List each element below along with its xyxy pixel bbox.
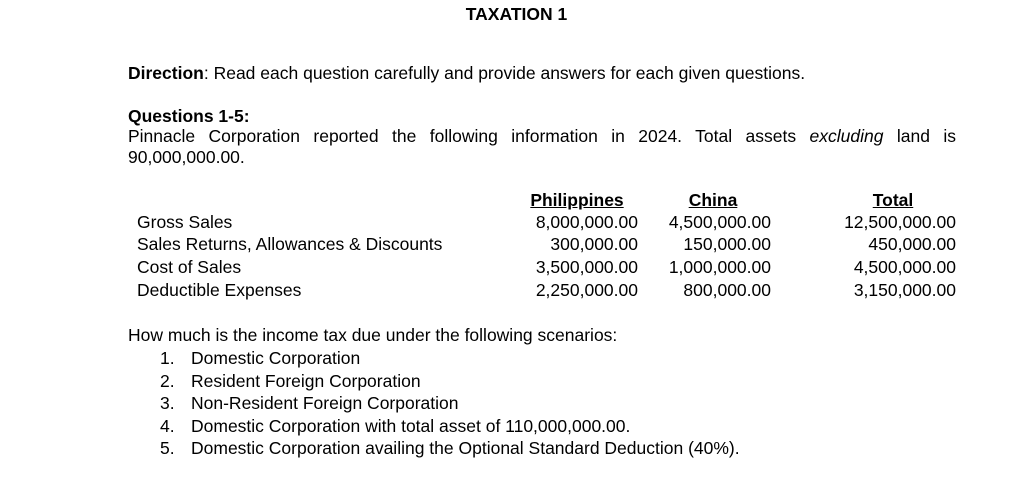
direction-text: : Read each question carefully and provide answers for each given questions. — [203, 63, 806, 83]
row-label-cost-of-sales: Cost of Sales — [137, 257, 242, 277]
cell-sales-returns-total: 450,000.00 — [868, 234, 956, 254]
list-item — [128, 415, 740, 438]
cell-sales-returns-china: 150,000.00 — [683, 234, 771, 254]
cell-gross-sales-philippines: 8,000,000.00 — [535, 212, 638, 232]
list-number: 1. — [160, 348, 175, 368]
intro-emphasis: excluding — [809, 126, 884, 146]
intro-text-a: Pinnacle Corporation reported the following information in 2024. Total assets — [128, 126, 810, 146]
intro-line-2: 90,000,000.00. — [128, 147, 245, 167]
column-header-china: China — [688, 190, 738, 210]
cell-gross-sales-china: 4,500,000.00 — [668, 212, 771, 232]
list-item — [128, 370, 740, 393]
list-item — [128, 392, 740, 415]
list-text: Domestic Corporation with total asset of 110,000,000.00. — [191, 415, 631, 436]
cell-deductible-expenses-china: 800,000.00 — [683, 280, 771, 300]
list-text: Resident Foreign Corporation — [191, 370, 421, 391]
cell-cost-of-sales-total: 4,500,000.00 — [853, 257, 956, 277]
intro-paragraph — [128, 126, 956, 168]
cell-cost-of-sales-china: 1,000,000.00 — [668, 257, 771, 277]
list-number: 2. — [160, 370, 175, 391]
list-text: Domestic Corporation availing the Optional Standard Deduction (40%). — [191, 438, 740, 458]
scenario-list — [128, 347, 740, 460]
row-label-deductible-expenses: Deductible Expenses — [137, 280, 302, 300]
list-text: Non-Resident Foreign Corporation — [191, 393, 459, 413]
intro-text-b: land is — [883, 126, 957, 146]
cell-cost-of-sales-philippines: 3,500,000.00 — [535, 257, 638, 277]
list-number: 4. — [160, 415, 175, 436]
intro-line-1 — [128, 126, 956, 147]
direction-label: Direction — [128, 63, 204, 83]
cell-deductible-expenses-total: 3,150,000.00 — [853, 280, 956, 300]
document-title: TAXATION 1 — [465, 4, 568, 24]
questions-heading: Questions 1-5: — [128, 106, 250, 126]
column-header-total: Total — [872, 190, 914, 210]
list-item — [128, 437, 740, 460]
column-header-philippines: Philippines — [530, 190, 624, 210]
scenario-prompt: How much is the income tax due under the following scenarios: — [128, 325, 618, 345]
list-number: 5. — [160, 438, 175, 458]
list-number: 3. — [160, 393, 175, 413]
direction-paragraph — [128, 63, 958, 84]
cell-sales-returns-philippines: 300,000.00 — [550, 234, 638, 254]
row-label-sales-returns: Sales Returns, Allowances & Discounts — [137, 234, 443, 254]
cell-gross-sales-total: 12,500,000.00 — [844, 212, 956, 232]
list-item — [128, 347, 740, 370]
row-label-gross-sales: Gross Sales — [137, 212, 233, 232]
cell-deductible-expenses-philippines: 2,250,000.00 — [535, 280, 638, 300]
list-text: Domestic Corporation — [191, 348, 361, 368]
